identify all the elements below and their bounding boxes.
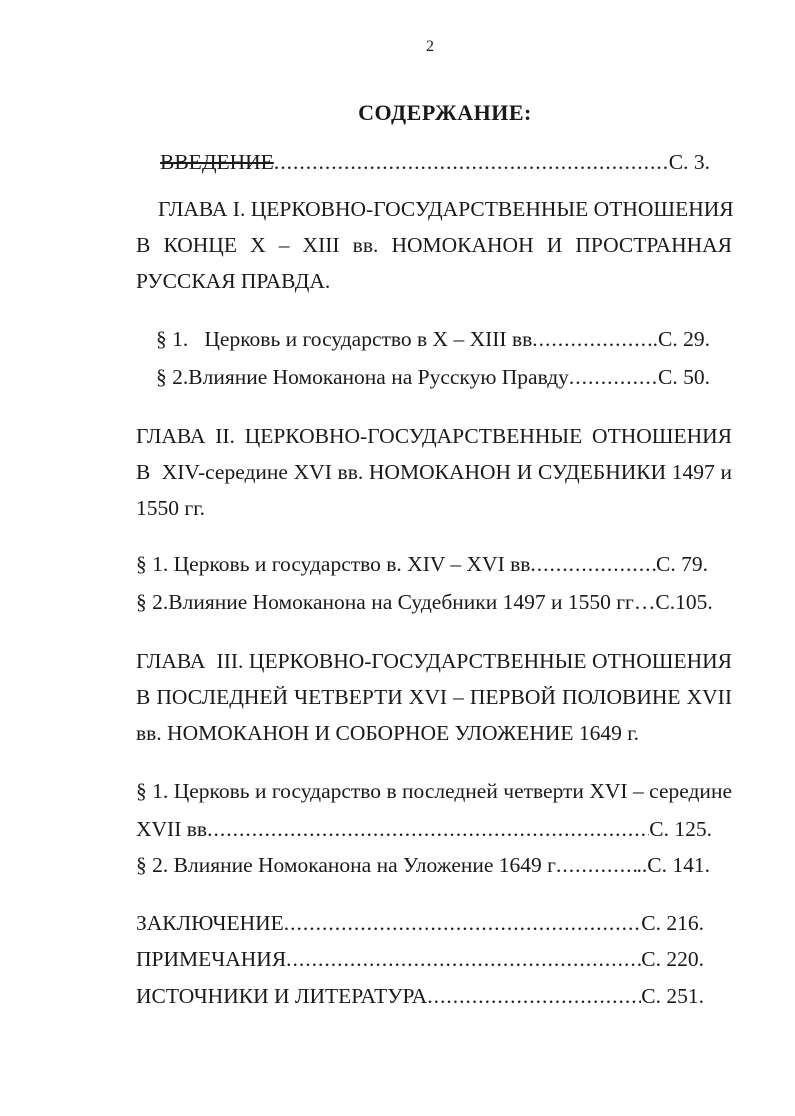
chapter-1-heading-line-2: В КОНЦЕ X – XIII вв. НОМОКАНОН И ПРОСТРАННАЯ: [136, 233, 732, 257]
toc-entry-chapter-3-section-1-line-2: [136, 816, 712, 842]
toc-page-ref: С. 216.: [641, 911, 704, 935]
chapter-2-heading-line-3: 1550 гг.: [136, 496, 205, 520]
toc-leader: [530, 551, 656, 577]
toc-entry-label: § 2. Влияние Номоканона на Уложение 1649 г: [136, 853, 556, 877]
toc-entry-notes: [136, 946, 704, 972]
toc-page-ref: С. 251.: [641, 984, 704, 1008]
toc-entry-conclusion: [136, 910, 704, 936]
toc-page-ref: С. 3.: [668, 150, 710, 174]
chapter-2-heading-line-2: В XIV-середине XVI вв. НОМОКАНОН И СУДЕБНИКИ 1497 и: [136, 460, 732, 484]
toc-entry-label: ИСТОЧНИКИ И ЛИТЕРАТУРА: [136, 984, 428, 1008]
toc-entry-chapter-1-section-1: [156, 326, 710, 352]
toc-page-ref: С. 125.: [649, 817, 712, 841]
toc-leader: [556, 852, 637, 878]
chapter-3-heading-line-1: ГЛАВА III. ЦЕРКОВНО-ГОСУДАРСТВЕННЫЕ ОТНОШЕНИЯ: [136, 649, 732, 673]
toc-leader: [274, 149, 669, 175]
toc-entry-label: ВВЕДЕНИЕ: [160, 150, 274, 174]
toc-entry-chapter-1-section-2: [156, 364, 710, 390]
page-number: 2: [426, 38, 434, 55]
toc-page-ref: ..С. 29.: [647, 327, 710, 351]
chapter-1-heading-line-1: ГЛАВА I. ЦЕРКОВНО-ГОСУДАРСТВЕННЫЕ ОТНОШЕНИЯ: [158, 197, 734, 221]
toc-entry-chapter-3-section-1-line-1: § 1. Церковь и государство в последней четверти XVI – середине: [136, 779, 732, 803]
toc-leader: [569, 364, 658, 390]
chapter-1-heading-line-3: РУССКАЯ ПРАВДА.: [136, 269, 331, 293]
toc-entry-label: ПРИМЕЧАНИЯ: [136, 947, 287, 971]
toc-leader: [532, 326, 647, 352]
toc-leader: [207, 816, 649, 842]
chapter-3-heading-line-3: вв. НОМОКАНОН И СОБОРНОЕ УЛОЖЕНИЕ 1649 г.: [136, 721, 640, 745]
toc-leader: [284, 910, 641, 936]
toc-entry-label: XVII вв: [136, 817, 208, 841]
toc-page-ref: ..С. 141.: [636, 853, 710, 877]
toc-entry-chapter-2-section-1: [136, 551, 708, 577]
toc-page-ref: С. 50.: [658, 365, 710, 389]
toc-page-ref: С. 220.: [641, 947, 704, 971]
toc-entry-label: § 1. Церковь и государство в. XIV – XVI вв: [136, 552, 531, 576]
chapter-2-heading-line-1: ГЛАВА II. ЦЕРКОВНО-ГОСУДАРСТВЕННЫЕ ОТНОШЕНИЯ: [136, 424, 732, 448]
toc-leader: [427, 983, 641, 1009]
toc-entry-sources: [136, 983, 704, 1009]
toc-entry-label: § 2.Влияние Номоканона на Русскую Правду: [156, 365, 569, 389]
page-title: СОДЕРЖАНИЕ:: [358, 100, 532, 125]
chapter-3-heading-line-2: В ПОСЛЕДНЕЙ ЧЕТВЕРТИ XVI – ПЕРВОЙ ПОЛОВИНЕ XVII: [136, 685, 732, 709]
toc-entry-label: § 1. Церковь и государство в X – XIII вв: [156, 327, 533, 351]
toc-entry-label: ЗАКЛЮЧЕНИЕ: [136, 911, 284, 935]
toc-leader: [286, 946, 641, 972]
toc-entry-introduction: [160, 149, 710, 175]
toc-entry-chapter-3-section-2: [136, 852, 710, 878]
toc-page-ref: С. 79.: [656, 552, 708, 576]
toc-entry-chapter-2-section-2: § 2.Влияние Номоканона на Судебники 1497 и 1550 гг…С.105.: [136, 590, 713, 614]
